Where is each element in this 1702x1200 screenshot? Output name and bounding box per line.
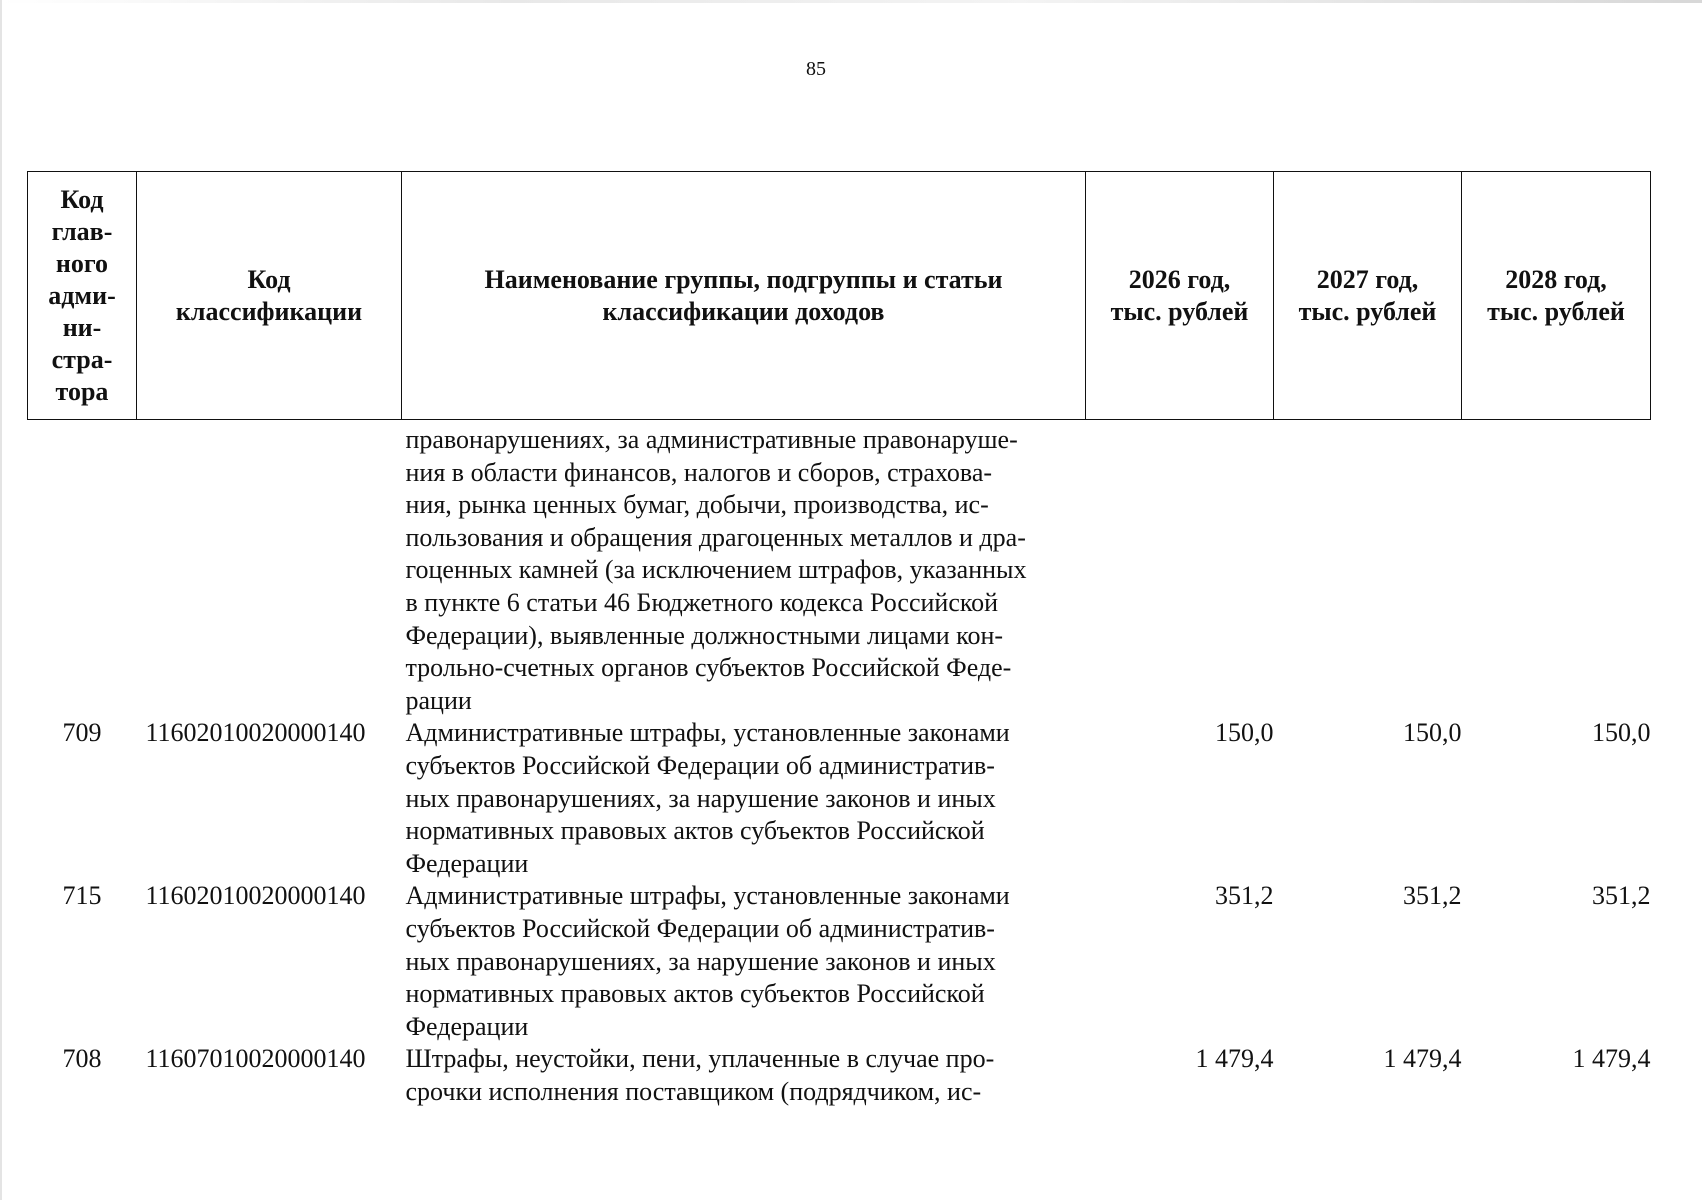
table-row [28,880,1651,1043]
scan-edge-top [0,0,1702,3]
cell-amount-2028: 1 479,4 [1572,1044,1651,1074]
cell-classification-code: 11602010020000140 [145,718,366,748]
header-year-2026-label: 2026 год, тыс. рублей [1110,264,1249,326]
header-admin-code-label: Код глав- ного адми- ни- стра- тора [48,184,116,406]
table-row [28,420,1651,718]
table-row [28,717,1651,880]
revenue-table [27,171,1651,1108]
header-year-2028-label: 2028 год, тыс. рублей [1487,264,1625,326]
header-year-2027-label: 2027 год, тыс. рублей [1298,264,1437,326]
cell-admin-code: 708 [62,1044,102,1074]
header-revenue-name [402,172,1086,420]
header-admin-code [28,172,137,420]
scan-edge-left [0,0,2,1200]
header-classification-code [137,172,402,420]
cell-amount-2028: 351,2 [1592,881,1651,911]
cell-amount-2026: 150,0 [1215,718,1274,748]
cell-revenue-name: Административные штрафы, установленные законами субъектов Российской Федерации об административ- ных правонарушениях, за нарушение законов и иных нормативных правовых актов субъектов Российской Федерации [405,718,1010,878]
cell-amount-2026 [1086,420,1274,718]
page-number: 85 [806,58,826,80]
header-year-2028 [1462,172,1651,420]
cell-admin-code [28,420,137,718]
cell-revenue-name: Административные штрафы, установленные законами субъектов Российской Федерации об административ- ных правонарушениях, за нарушение законов и иных нормативных правовых актов субъектов Российской Федерации [405,881,1010,1041]
cell-amount-2027: 351,2 [1403,881,1462,911]
cell-classification-code: 11607010020000140 [145,1044,366,1074]
cell-amount-2026: 351,2 [1215,881,1274,911]
cell-classification-code [137,420,402,718]
cell-amount-2027 [1274,420,1462,718]
table-row [28,1043,1651,1108]
cell-amount-2026: 1 479,4 [1195,1044,1274,1074]
header-year-2026 [1086,172,1274,420]
cell-revenue-name: Штрафы, неустойки, пени, уплаченные в случае про- срочки исполнения поставщиком (подрядчиком, ис- [405,1044,995,1106]
header-year-2027 [1274,172,1462,420]
cell-classification-code: 11602010020000140 [145,881,366,911]
header-revenue-name-label: Наименование группы, подгруппы и статьи классификации доходов [484,264,1003,326]
cell-amount-2028 [1462,420,1651,718]
cell-amount-2027: 1 479,4 [1383,1044,1462,1074]
cell-admin-code: 715 [62,881,102,911]
table-header-row [28,172,1651,420]
cell-admin-code: 709 [62,718,102,748]
header-classification-code-label: Код классификации [175,264,363,326]
cell-amount-2027: 150,0 [1403,718,1462,748]
cell-amount-2028: 150,0 [1592,718,1651,748]
cell-revenue-name: правонарушениях, за административные правонаруше- ния в области финансов, налогов и сборов, страхова- ния, рынка ценных бумаг, добычи, производства, ис- пользования и обращения драгоценных металлов и дра- гоценных камней (за исключением штрафов, указанных в пункте 6 статьи 46 Бюджетного кодекса Российской Федерации), выявленные должностными лицами кон- трольно-счетных органов субъектов Российской Феде- рации [405,425,1027,715]
